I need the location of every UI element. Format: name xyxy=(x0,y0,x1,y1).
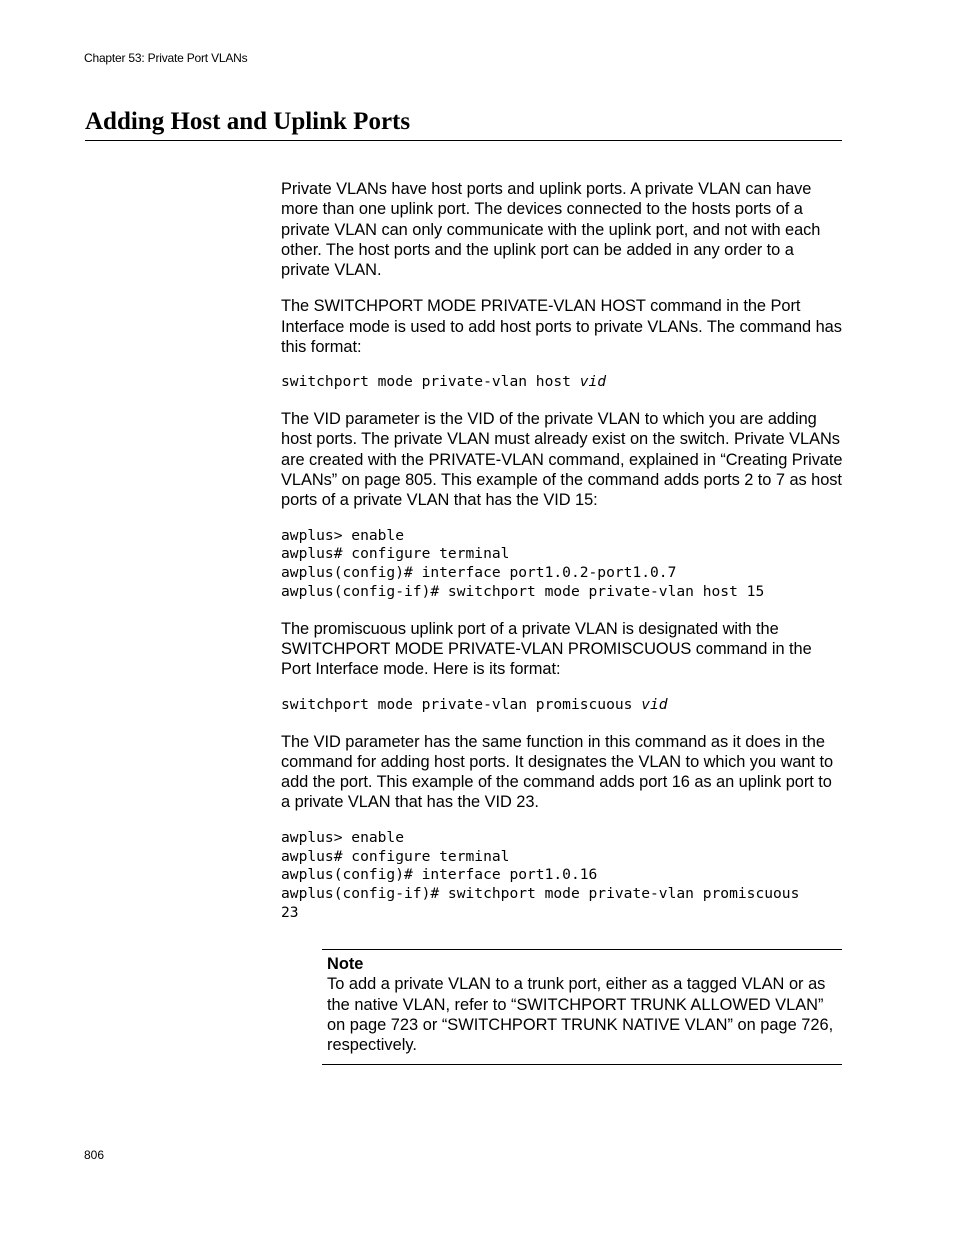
code-line: awplus(config)# interface port1.0.16 xyxy=(281,866,598,884)
paragraph-vid-parameter: The VID parameter is the VID of the private VLAN to which you are adding host ports. The private VLAN must already exist on the switch. Private VLANs are created with the PRIVATE-VLAN command, explained in “Creating Private VLANs” on page 805. This example of the command adds ports 2 to 7 as host ports of a private VLAN that has the VID 15: xyxy=(281,410,843,510)
code-line: awplus(config-if)# switchport mode private-vlan promiscuous xyxy=(281,885,800,903)
paragraph-host-command: The SWITCHPORT MODE PRIVATE-VLAN HOST command in the Port Interface mode is used to add host ports to private VLANs. The command has this format: xyxy=(281,297,842,357)
page-number: 806 xyxy=(84,1148,105,1162)
code-line: awplus(config-if)# switchport mode private-vlan host 15 xyxy=(281,583,765,601)
syntax-host-command-arg: vid xyxy=(579,373,607,391)
syntax-promiscuous-command-arg: vid xyxy=(641,695,668,713)
syntax-host-command-text: switchport mode private-vlan host xyxy=(281,373,580,391)
example-uplink-port xyxy=(281,829,843,923)
note-box xyxy=(322,949,842,1065)
paragraph-intro: Private VLANs have host ports and uplink ports. A private VLAN can have more than one uplink port. The devices connected to the hosts ports of a private VLAN can only communicate with the uplink port, and not with each other. The host ports and the uplink port can be added in any order to a private VLAN. xyxy=(281,180,821,280)
note-text: To add a private VLAN to a trunk port, either as a tagged VLAN or as the native VLAN, refer to “SWITCHPORT TRUNK ALLOWED VLAN” on page 723 or “SWITCHPORT TRUNK NATIVE VLAN” on page 726, respectively. xyxy=(327,975,834,1055)
syntax-promiscuous-command-text: switchport mode private-vlan promiscuous xyxy=(281,695,642,713)
paragraph-promiscuous: The promiscuous uplink port of a private VLAN is designated with the SWITCHPORT MODE PRIVATE-VLAN PROMISCUOUS command in the Port Interface mode. Here is its format: xyxy=(281,619,812,679)
syntax-host-command xyxy=(281,373,843,392)
syntax-promiscuous-command xyxy=(281,696,843,715)
running-header: Chapter 53: Private Port VLANs xyxy=(84,51,248,65)
section-title: Adding Host and Uplink Ports xyxy=(85,108,411,135)
body-content xyxy=(281,179,843,940)
code-line: awplus# configure terminal xyxy=(281,545,510,563)
paragraph-vid-function: The VID parameter has the same function in this command as it does in the command for adding host ports. It designates the VLAN to which you want to add the port. This example of the command adds port 16 as an uplink port to a private VLAN that has the VID 23. xyxy=(281,732,834,812)
code-line: 23 xyxy=(281,903,299,921)
example-host-ports xyxy=(281,527,843,602)
code-line: awplus(config)# interface port1.0.2-port1.0.7 xyxy=(281,564,677,582)
code-line: awplus> enable xyxy=(281,828,405,846)
note-title: Note xyxy=(327,955,364,973)
title-divider xyxy=(85,140,842,141)
code-line: awplus> enable xyxy=(281,526,405,544)
code-line: awplus# configure terminal xyxy=(281,847,510,865)
